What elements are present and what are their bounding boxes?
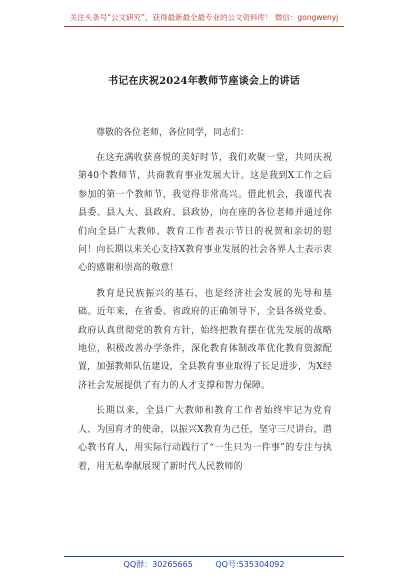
footer-divider — [64, 556, 344, 557]
paragraph-1: 在这充满收获喜悦的美好时节，我们欢聚一堂，共同庆祝第40个教师节，共商教育事业发展大计。这是我到X工作之后参加的第一个教师节，我觉得非常高兴。借此机会，我谨代表县委、县人大、县政府、县政协，向在座的各位老师并通过你们向全县广大教师、教育工作者表示节日的祝贺和亲切的慰问！向长期以来关心支持X教育事业发展的社会各界人士表示衷心的感谢和崇高的敬意！ — [78, 153, 332, 274]
document-body — [78, 124, 332, 483]
footer-qq-group: QQ群：30265665 — [123, 560, 193, 569]
header-banner: 关注头条号“公文研究”，获得最新最全最专业的公文资料库！ 微信：gongwenyj — [69, 13, 339, 22]
paragraph-2: 教育是民族振兴的基石，也是经济社会发展的先导和基础。近年来，在省委、省政府的正确领导下，全县各级党委、政府认真贯彻党的教育方针，始终把教育摆在优先发展的战略地位，积极改善办学条件，深化教育体制改革优化教育资源配置，加强教师队伍建设，全县教育事业取得了长足进步，为X经济社会发展提供了有力的人才支撑和智力保障。 — [78, 288, 332, 391]
header-divider — [64, 26, 344, 27]
paragraph-3: 长期以来，全县广大教师和教育工作者始终牢记为党育人、为国育才的使命，以振兴X教育为己任，坚守三尺讲台，潜心教书育人，用实际行动践行了“一生只为一件事”的专注与执着，用无私奉献展现了新时代人民教师的 — [78, 406, 332, 472]
document-title: 书记在庆祝2024年教师节座谈会上的讲话 — [108, 76, 300, 87]
greeting-line: 尊敬的各位老师，各位同学，同志们： — [96, 128, 250, 138]
footer-qq-number: QQ号:535304092 — [215, 560, 285, 569]
footer-contact — [0, 559, 408, 577]
